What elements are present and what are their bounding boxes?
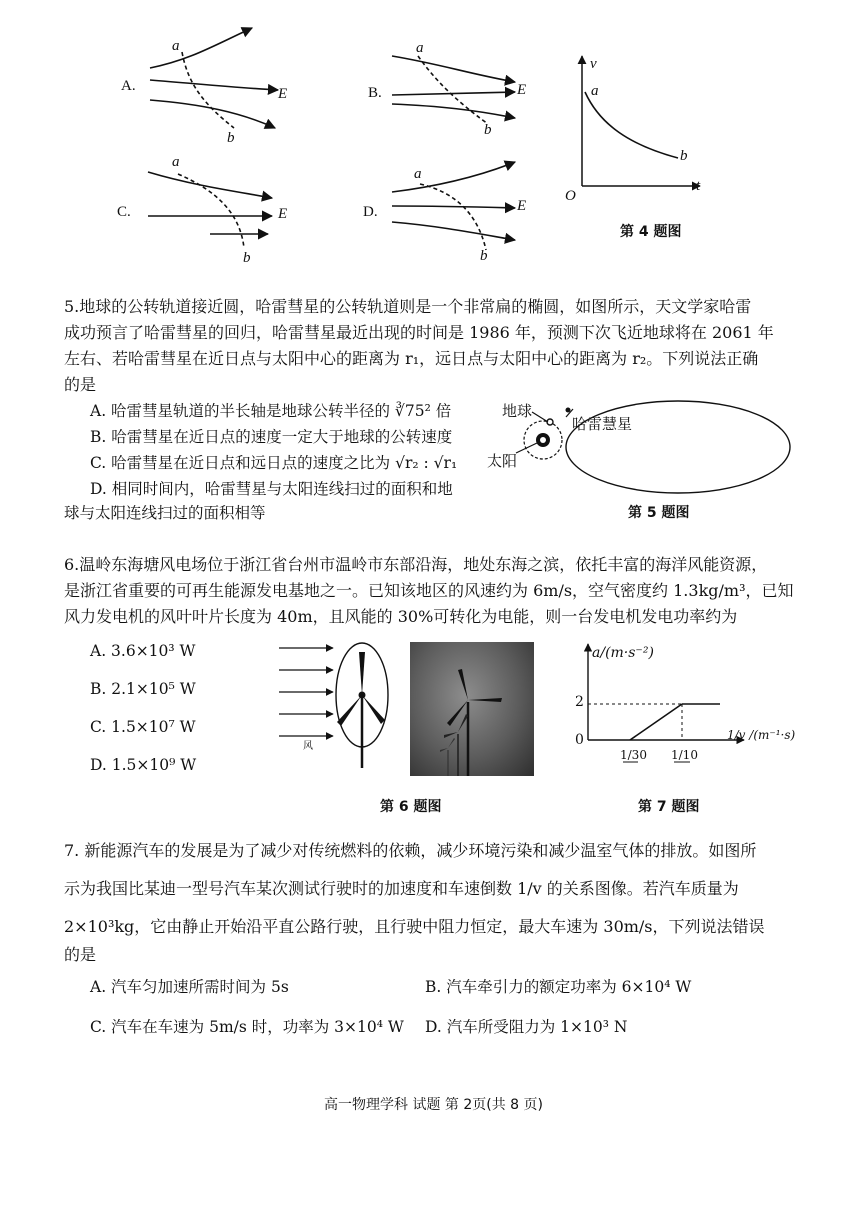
q7-graph-y-tick: 2: [575, 694, 584, 710]
q7-stem-line-3: 2×10³kg，它由静止开始沿平直公路行驶，且行驶中阻力恒定，最大车速为 30m/s，下列说法错误: [64, 917, 765, 936]
page-footer: 高一物理学科 试题 第 2页(共 8 页): [324, 1097, 543, 1113]
q6-option-a: A. 3.6×10³ W: [90, 642, 196, 660]
q5-stem-line-4: 的是: [64, 375, 97, 394]
q6-stem-line-1: 6.温岭东海塘风电场位于浙江省台州市温岭市东部沿海，地处东海之滨，依托丰富的海洋风能资源，: [64, 555, 768, 574]
q5-option-d-cont: 球与太阳连线扫过的面积相等: [64, 504, 266, 522]
q4-vt-point-b: b: [680, 148, 688, 164]
q4-a-field-e: E: [278, 86, 288, 102]
q4-option-b-label: B.: [368, 85, 382, 101]
q6-wind-label: 风: [303, 741, 313, 752]
q6-wind-farm-photo: [410, 642, 534, 776]
q5-stem-line-1: 5.地球的公转轨道接近圆，哈雷彗星的公转轨道则是一个非常扁的椭圆，如图所示，天文学家哈雷: [64, 297, 752, 316]
q5-sun-label: 太阳: [487, 452, 518, 470]
q7-option-c: C. 汽车在车速为 5m/s 时，功率为 3×10⁴ W: [90, 1018, 404, 1036]
q4-c-field-e: E: [278, 206, 288, 222]
q4-b-point-b: b: [484, 122, 492, 138]
q7-graph-x-label: 1/v /(m⁻¹·s): [727, 728, 796, 742]
q5-caption: 第 5 题图: [628, 505, 690, 521]
q5-stem-line-3: 左右、若哈雷彗星在近日点与太阳中心的距离为 r₁，远日点与太阳中心的距离为 r₂。下列说法正确: [64, 349, 759, 368]
q4-option-a-label: A.: [121, 78, 136, 94]
q6-stem-line-2: 是浙江省重要的可再生能源发电基地之一。已知该地区的风速约为 6m/s，空气密度约 1.3kg/m³，已知: [64, 581, 794, 600]
q4-d-point-a: a: [414, 166, 422, 182]
q7-stem-line-1: 7. 新能源汽车的发展是为了减少对传统燃料的依赖，减少环境污染和减少温室气体的排放。如图所: [64, 841, 757, 860]
q4-a-point-a: a: [172, 38, 180, 54]
q4-vt-y-label: v: [590, 56, 597, 72]
q4-a-point-b: b: [227, 130, 235, 146]
q7-a-vs-inverse-v-graph: [560, 640, 800, 790]
q6-option-d: D. 1.5×10⁹ W: [90, 756, 197, 774]
q7-graph-origin: 0: [575, 732, 584, 748]
q7-graph-x-tick-2: 1/10: [671, 748, 698, 762]
q6-stem-line-3: 风力发电机的风叶叶片长度为 40m，且风能的 30%可转化为电能，则一台发电机发电功率约为: [64, 607, 738, 626]
q4-d-field-e: E: [517, 198, 527, 214]
q6-wind-turbine-figure: [275, 640, 405, 770]
q4-vt-origin: O: [565, 188, 576, 204]
q4-field-diagrams: [0, 0, 867, 290]
q7-option-b: B. 汽车牵引力的额定功率为 6×10⁴ W: [425, 978, 692, 996]
q7-stem-line-2: 示为我国比某迪一型号汽车某次测试行驶时的加速度和车速倒数 1/v 的关系图像。若汽车质量为: [64, 879, 739, 898]
q4-caption: 第 4 题图: [620, 224, 682, 240]
q6-caption: 第 6 题图: [380, 799, 442, 815]
q4-d-point-b: b: [480, 248, 488, 264]
q4-c-point-a: a: [172, 154, 180, 170]
q4-option-d-label: D.: [363, 204, 378, 220]
q4-vt-point-a: a: [591, 83, 599, 99]
q4-diagram-d: [392, 162, 515, 250]
q4-option-c-label: C.: [117, 204, 131, 220]
q4-b-field-e: E: [517, 82, 527, 98]
q7-caption: 第 7 题图: [638, 799, 700, 815]
q5-option-c: C. 哈雷彗星在近日点和远日点的速度之比为 √r₂ : √r₁: [90, 454, 458, 472]
q7-graph-line-rising: [630, 704, 682, 740]
q4-vt-curve: [585, 92, 678, 158]
q7-option-d: D. 汽车所受阻力为 1×10³ N: [425, 1018, 628, 1036]
q7-option-a: A. 汽车匀加速所需时间为 5s: [90, 978, 289, 996]
q7-graph-y-label: a/(m·s⁻²): [592, 645, 654, 661]
q5-option-b: B. 哈雷彗星在近日点的速度一定大于地球的公转速度: [90, 428, 453, 446]
q4-diagram-a: [150, 28, 278, 128]
q5-stem-line-2: 成功预言了哈雷彗星的回归，哈雷彗星最近出现的时间是 1986 年，预测下次飞近地球将在 2061 年: [64, 323, 774, 342]
q5-comet: [566, 408, 571, 413]
q4-c-point-b: b: [243, 250, 251, 266]
q7-stem-line-4: 的是: [64, 945, 97, 964]
q6-option-b: B. 2.1×10⁵ W: [90, 680, 196, 698]
q4-vt-graph: [560, 50, 710, 210]
q5-earth-label: 地球: [502, 402, 533, 420]
q4-b-point-a: a: [416, 40, 424, 56]
q4-diagram-b: [392, 56, 515, 124]
q5-option-a: A. 哈雷彗星轨道的半长轴是地球公转半径的 ∛75² 倍: [90, 402, 452, 420]
q6-option-c: C. 1.5×10⁷ W: [90, 718, 196, 736]
q5-comet-label: 哈雷慧星: [572, 415, 633, 433]
q7-graph-x-tick-1: 1/30: [620, 748, 647, 762]
q4-diagram-c: [148, 172, 272, 248]
q4-vt-x-label: t: [696, 178, 701, 194]
q5-option-d: D. 相同时间内，哈雷彗星与太阳连线扫过的面积和地: [90, 480, 453, 498]
q6-photo-turbines: [410, 642, 534, 776]
